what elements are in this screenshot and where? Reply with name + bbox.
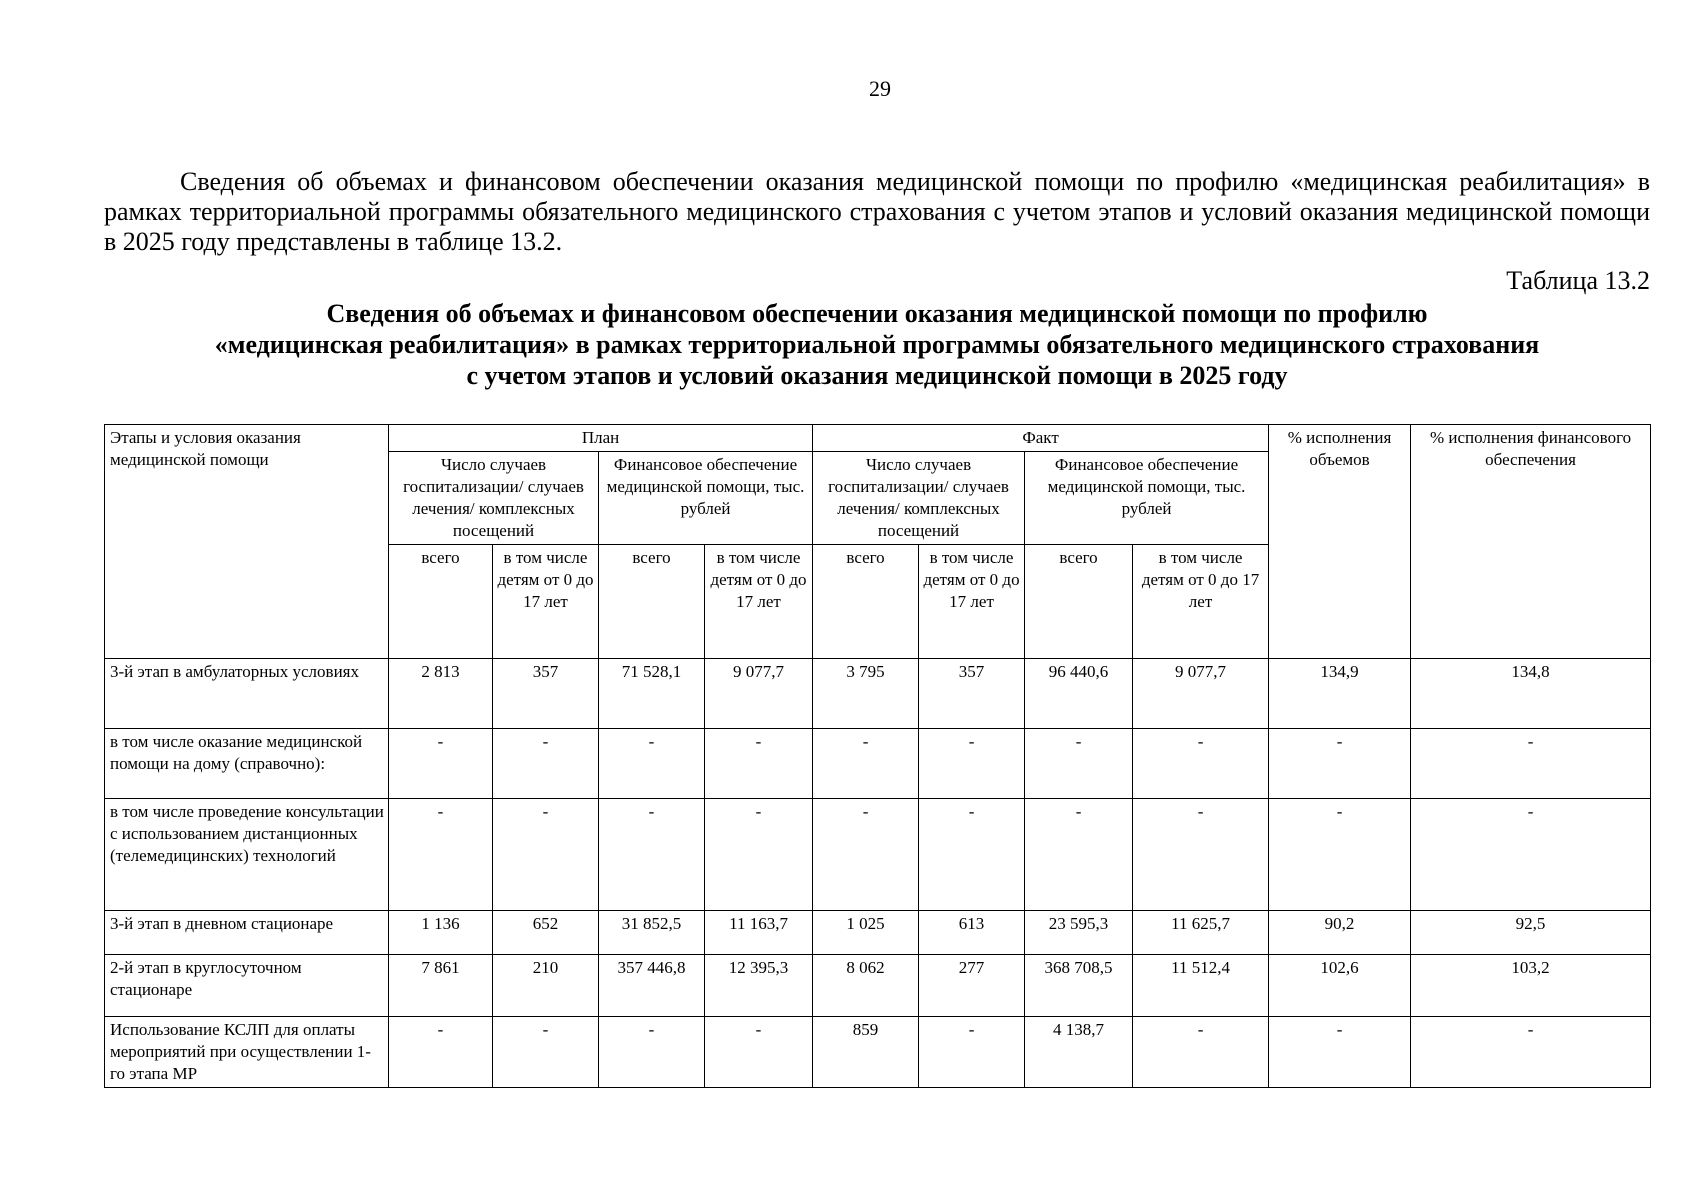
table-cell: - [813, 729, 919, 799]
header-pct-finance: % исполнения финансового обеспечения [1411, 425, 1651, 659]
table-cell: 3 795 [813, 659, 919, 729]
header-total: всего [1025, 545, 1133, 659]
table-cell: 8 062 [813, 955, 919, 1017]
row-label: Использование КСЛП для оплаты мероприятий при осуществлении 1-го этапа МР [105, 1017, 389, 1088]
row-label: 3-й этап в амбулаторных условиях [105, 659, 389, 729]
table-cell: 12 395,3 [705, 955, 813, 1017]
table-cell: 859 [813, 1017, 919, 1088]
header-children: в том числе детям от 0 до 17 лет [919, 545, 1025, 659]
table-cell: - [813, 799, 919, 911]
table-cell: 96 440,6 [1025, 659, 1133, 729]
table-cell: - [1269, 729, 1411, 799]
row-label: 2-й этап в круглосуточном стационаре [105, 955, 389, 1017]
table-cell: 2 813 [389, 659, 493, 729]
row-label: в том числе проведение консультации с использованием дистанционных (телемедицинских) технологий [105, 799, 389, 911]
table-cell: - [599, 1017, 705, 1088]
table-cell: - [389, 1017, 493, 1088]
table-cell: - [1269, 799, 1411, 911]
table-cell: - [599, 799, 705, 911]
header-fact: Факт [813, 425, 1269, 452]
table-cell: - [705, 799, 813, 911]
table-cell: 71 528,1 [599, 659, 705, 729]
table-cell: - [389, 799, 493, 911]
table-row [105, 1017, 1651, 1088]
table-cell: 1 136 [389, 911, 493, 955]
header-row [105, 425, 1651, 452]
row-label: в том числе оказание медицинской помощи на дому (справочно): [105, 729, 389, 799]
table-cell: 134,9 [1269, 659, 1411, 729]
intro-paragraph: Сведения об объемах и финансовом обеспечении оказания медицинской помощи по профилю «медицинская реабилитация» в рамках территориальной программы обязательного медицинского страхования с учетом этапов и условий оказания медицинской помощи в 2025 году представлены в таблице 13.2. [104, 167, 1650, 256]
table-cell: - [1133, 799, 1269, 911]
table-title [104, 298, 1650, 391]
table-cell: - [705, 729, 813, 799]
table-cell: - [919, 729, 1025, 799]
table-cell: 92,5 [1411, 911, 1651, 955]
table-cell: 210 [493, 955, 599, 1017]
table-body [105, 659, 1651, 1088]
table-cell: 357 [493, 659, 599, 729]
table-cell: 103,2 [1411, 955, 1651, 1017]
row-label: 3-й этап в дневном стационаре [105, 911, 389, 955]
header-total: всего [389, 545, 493, 659]
table-cell: - [493, 799, 599, 911]
header-stage: Этапы и условия оказания медицинской помощи [105, 425, 389, 659]
table-cell: 1 025 [813, 911, 919, 955]
table-cell: 613 [919, 911, 1025, 955]
table-row [105, 659, 1651, 729]
table-cell: 652 [493, 911, 599, 955]
table-title-line: «медицинская реабилитация» в рамках территориальной программы обязательного медицинского страхования [214, 330, 1540, 359]
table-cell: 357 [919, 659, 1025, 729]
table-cell: - [1025, 729, 1133, 799]
table-cell: - [1411, 729, 1651, 799]
table-row [105, 729, 1651, 799]
table-row [105, 799, 1651, 911]
header-total: всего [599, 545, 705, 659]
table-cell: - [919, 1017, 1025, 1088]
table-cell: 9 077,7 [705, 659, 813, 729]
table-title-line: Сведения об объемах и финансовом обеспечении оказания медицинской помощи по профилю [326, 299, 1428, 328]
header-children: в том числе детям от 0 до 17 лет [1133, 545, 1269, 659]
table-cell: 11 163,7 [705, 911, 813, 955]
header-finance-fact: Финансовое обеспечение медицинской помощи, тыс. рублей [1025, 452, 1269, 545]
header-finance-plan: Финансовое обеспечение медицинской помощи, тыс. рублей [599, 452, 813, 545]
table-cell: - [493, 729, 599, 799]
table-cell: 23 595,3 [1025, 911, 1133, 955]
table-cell: 277 [919, 955, 1025, 1017]
table-cell: - [1133, 729, 1269, 799]
table-cell: 4 138,7 [1025, 1017, 1133, 1088]
table-cell: - [389, 729, 493, 799]
table-cell: - [1269, 1017, 1411, 1088]
table-cell: 102,6 [1269, 955, 1411, 1017]
table-row [105, 955, 1651, 1017]
data-table [104, 424, 1651, 1088]
header-cases-fact: Число случаев госпитализации/ случаев лечения/ комплексных посещений [813, 452, 1025, 545]
header-cases-plan: Число случаев госпитализации/ случаев лечения/ комплексных посещений [389, 452, 599, 545]
page-number: 29 [869, 76, 891, 101]
table-cell: 11 625,7 [1133, 911, 1269, 955]
table-cell: - [599, 729, 705, 799]
table-row [105, 911, 1651, 955]
table-cell: 90,2 [1269, 911, 1411, 955]
table-cell: 31 852,5 [599, 911, 705, 955]
table-cell: 7 861 [389, 955, 493, 1017]
table-title-line: с учетом этапов и условий оказания медицинской помощи в 2025 году [466, 361, 1288, 390]
table-cell: - [493, 1017, 599, 1088]
table-cell: 357 446,8 [599, 955, 705, 1017]
table-label: Таблица 13.2 [1506, 266, 1650, 295]
header-total: всего [813, 545, 919, 659]
header-pct-volume: % исполнения объемов [1269, 425, 1411, 659]
table-cell: - [1411, 799, 1651, 911]
table-cell: 11 512,4 [1133, 955, 1269, 1017]
header-children: в том числе детям от 0 до 17 лет [493, 545, 599, 659]
table-cell: - [1025, 799, 1133, 911]
table-cell: 368 708,5 [1025, 955, 1133, 1017]
header-children: в том числе детям от 0 до 17 лет [705, 545, 813, 659]
table-cell: 9 077,7 [1133, 659, 1269, 729]
table-cell: - [919, 799, 1025, 911]
header-plan: План [389, 425, 813, 452]
table-cell: - [705, 1017, 813, 1088]
table-cell: 134,8 [1411, 659, 1651, 729]
table-cell: - [1411, 1017, 1651, 1088]
table-cell: - [1133, 1017, 1269, 1088]
